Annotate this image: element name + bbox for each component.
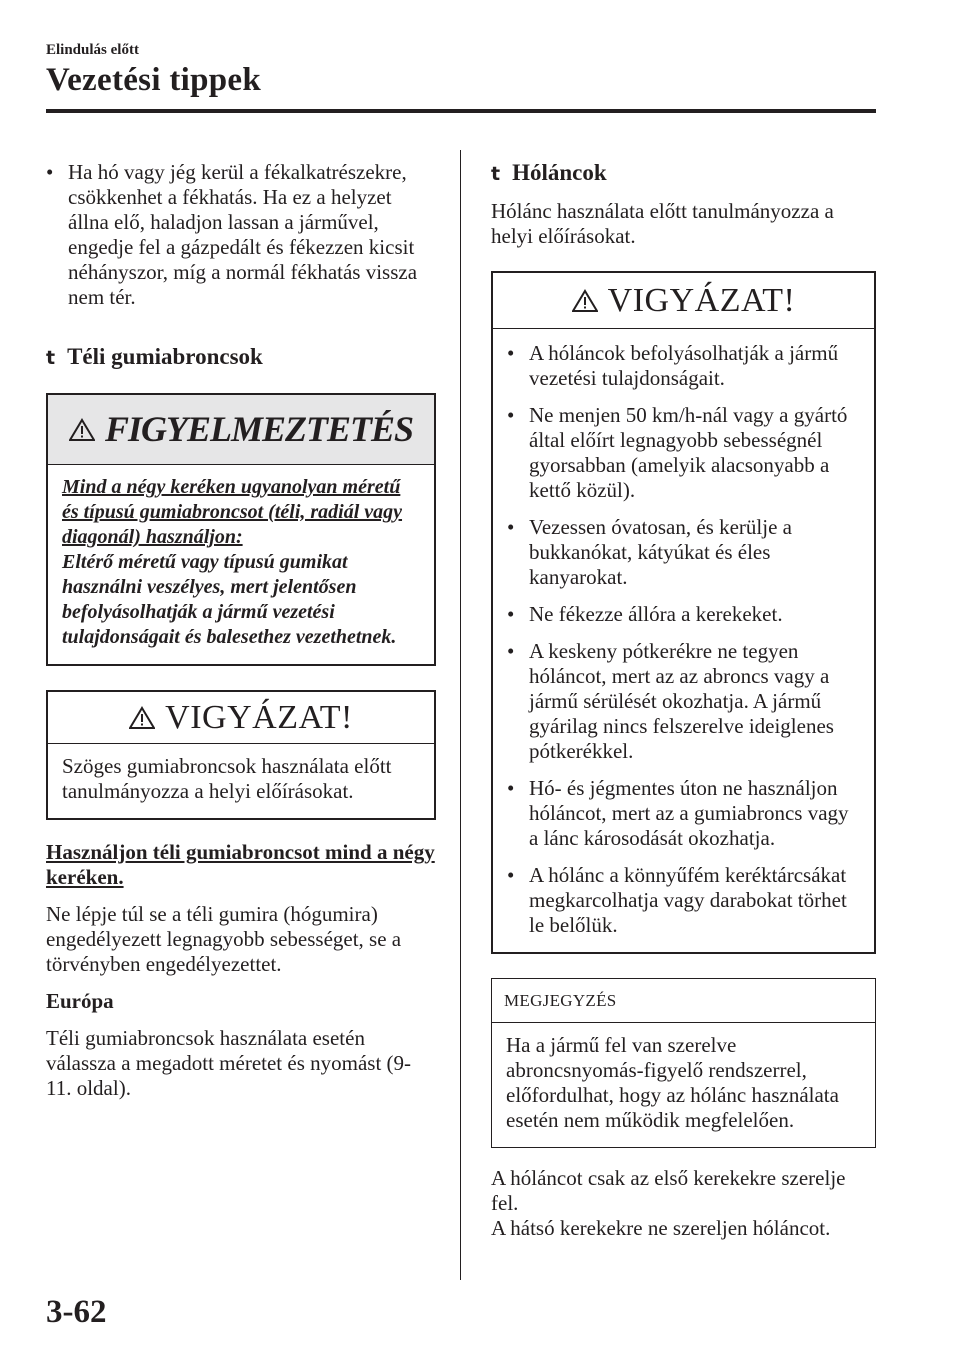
four-wheels-heading: Használjon téli gumiabroncsot mind a négy keréken. [46, 840, 435, 889]
left-column [46, 160, 436, 1113]
winter-tires-title: Téli gumiabroncsok [67, 344, 263, 369]
chapter-label: Elindulás előtt [46, 42, 139, 58]
warning-text: Eltérő méretű vagy típusú gumikat használni veszélyes, mert jelentősen befolyásolhatják a jármű vezetési tulajdonságait és balesethez vezethetnek. [62, 551, 397, 648]
tire-size-paragraph: Téli gumiabroncsok használata esetén válassza a megadott méretet és nyomást (9-11. oldal). [46, 1026, 412, 1100]
section-marker-icon: t [46, 347, 56, 369]
caution-item: • Vezessen óvatosan, és kerülje a bukkanókat, kátyúkat és éles kanyarokat. [507, 515, 860, 590]
right-column [491, 160, 876, 1241]
caution-item: • A hóláncok befolyásolhatják a jármű vezetési tulajdonságait. [507, 341, 860, 391]
rear-wheels-text: A hátsó kerekekre ne szereljen hóláncot. [491, 1216, 831, 1240]
warning-header [48, 395, 434, 465]
column-divider [460, 150, 461, 1280]
warning-underlined-text: Mind a négy keréken ugyanolyan méretű és típusú gumiabroncsot (téli, radiál vagy diagonál) használjon: [62, 476, 403, 548]
caution-item: • Ne fékezze állóra a kerekeket. [507, 602, 860, 627]
note-body: Ha a jármű fel van szerelve abroncsnyomás-figyelő rendszerrel, előfordulhat, hogy az hólánc használata esetén nem működik megfelelően. [506, 1033, 839, 1132]
caution-title: VIGYÁZAT! [607, 282, 796, 319]
winter-tires-heading [46, 344, 436, 371]
caution-triangle-icon [572, 289, 598, 313]
warning-title: FIGYELMEZTETÉS [104, 409, 414, 449]
caution-item: • A keskeny pótkerékre ne tegyen hóláncot, mert az az abroncs vagy a jármű sérülését okozhatja. A jármű gyárilag nincs felszerelve ideiglenes pótkerékkel. [507, 639, 860, 764]
title-divider [46, 109, 876, 113]
page-title: Vezetési tippek [46, 62, 262, 98]
caution-item: • Ne menjen 50 km/h-nál vagy a gyártó által előírt legnagyobb sebességnél gyorsabban (amelyik alacsonyabb a kettő közül). [507, 403, 860, 503]
snow-chains-intro: Hólánc használata előtt tanulmányozza a helyi előírásokat. [491, 199, 834, 248]
snow-chains-heading [491, 160, 876, 187]
caution-list [493, 329, 874, 952]
caution-header [493, 273, 874, 329]
front-wheels-text: A hóláncot csak az első kerekekre szerelje fel. [491, 1166, 846, 1215]
caution-title: VIGYÁZAT! [165, 699, 353, 736]
warning-triangle-icon [69, 418, 95, 442]
caution-header [48, 692, 434, 744]
caution-body: Szöges gumiabroncsok használata előtt tanulmányozza a helyi előírásokat. [62, 754, 392, 803]
caution-box-chains [491, 271, 876, 954]
caution-box-studded [46, 690, 436, 820]
note-header: MEGJEGYZÉS [492, 979, 875, 1023]
snow-chains-title: Hóláncok [512, 160, 607, 185]
caution-triangle-icon [129, 706, 155, 730]
caution-item: • Hó- és jégmentes úton ne használjon hóláncot, mert az a gumiabroncs vagy a lánc károsodását okozhatja. [507, 776, 860, 851]
section-marker-icon: t [491, 163, 501, 185]
page-number: 3-62 [46, 1294, 107, 1330]
europe-label: Európa [46, 989, 114, 1013]
brake-snow-bullet: • Ha hó vagy jég kerül a fékalkatrészekre, csökkenhet a fékhatás. Ha ez a helyzet állna elő, haladjon lassan a járművel, engedje fel a gázpedált és fékezzen kicsit néhányszor, míg a normál fékhatás vissza nem tér. [46, 160, 436, 310]
note-box [491, 978, 876, 1148]
warning-body [48, 465, 434, 664]
warning-box [46, 393, 436, 666]
caution-item: • A hólánc a könnyűfém keréktárcsákat megkarcolhatja vagy darabokat törhet le belőlük. [507, 863, 860, 938]
speed-limit-paragraph: Ne lépje túl se a téli gumira (hógumira) engedélyezett legnagyobb sebességet, se a törvényben engedélyezettet. [46, 902, 402, 976]
